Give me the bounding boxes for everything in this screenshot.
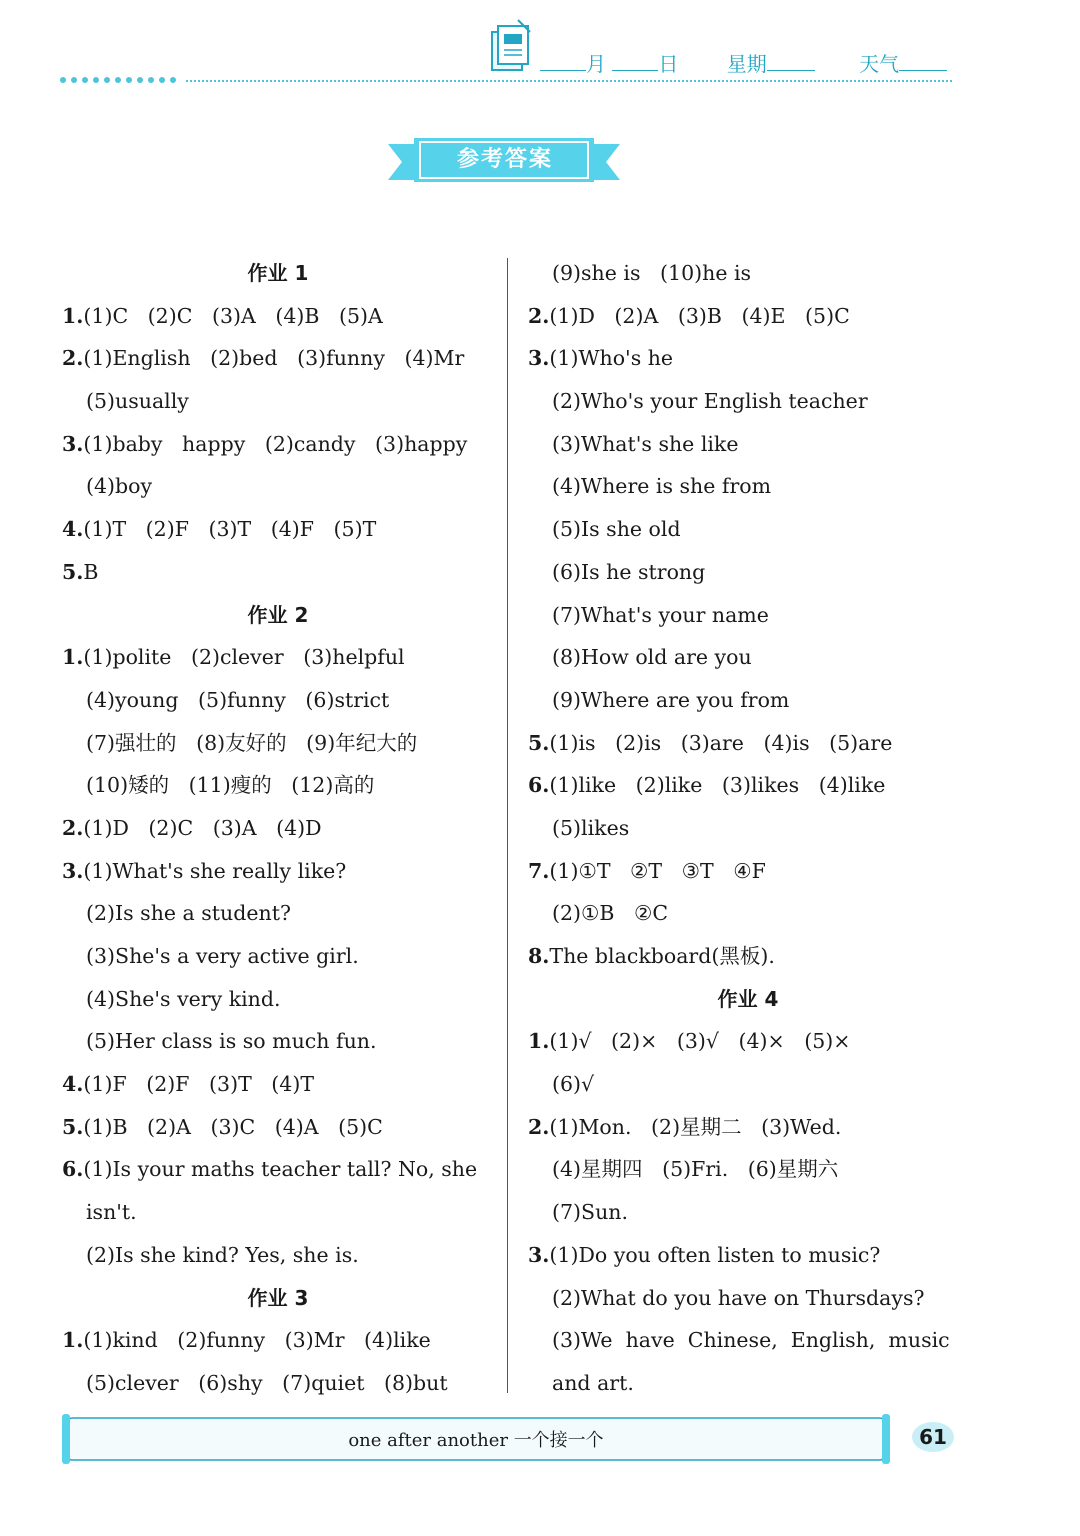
- answer-line: [528, 679, 968, 722]
- answer-line: [62, 380, 494, 423]
- answer-line: [62, 1020, 494, 1063]
- answer-text: (3)She's a very active girl.: [86, 944, 359, 968]
- answer-text: (6)√: [552, 1072, 595, 1097]
- answer-text: and art.: [552, 1370, 634, 1395]
- answer-text: (1)English (2)bed (3)funny (4)Mr: [83, 346, 465, 371]
- answer-line: [528, 252, 968, 295]
- left-answer-column: [62, 252, 494, 1405]
- answer-text: (7)What's your name: [552, 602, 769, 627]
- answer-text: (2)Who's your English teacher: [552, 389, 868, 414]
- page-title: 参考答案: [456, 147, 553, 172]
- answer-text: (6)Is he strong: [552, 559, 706, 584]
- question-number: 6.: [528, 773, 550, 798]
- answer-text: (1)kind (2)funny (3)Mr (4)like: [83, 1328, 431, 1353]
- question-number: 2.: [528, 303, 550, 328]
- answer-line: [528, 337, 968, 380]
- answer-line: [62, 423, 494, 466]
- answer-text: (1)Do you often listen to music?: [549, 1242, 881, 1267]
- answer-text: B: [83, 559, 99, 584]
- answer-line: [62, 1191, 494, 1234]
- answer-line: [62, 1319, 494, 1362]
- answer-line: [528, 1362, 968, 1405]
- column-divider: [507, 258, 508, 1393]
- answer-line: [528, 764, 968, 807]
- footer-phrase: one after another 一个接一个: [348, 1430, 604, 1451]
- question-number: 4.: [62, 517, 84, 542]
- answer-line: [528, 1319, 968, 1362]
- answer-text: (2)①B ②C: [552, 901, 669, 926]
- answer-text: The blackboard(黑板).: [549, 944, 775, 968]
- answer-line: [62, 1362, 494, 1405]
- answer-text: (1)D (2)C (3)A (4)D: [83, 815, 322, 840]
- answer-text: (4)young (5)funny (6)strict: [86, 687, 390, 712]
- answer-line: [62, 679, 494, 722]
- section-heading: 作业 3: [247, 1285, 309, 1310]
- answer-line: [62, 978, 494, 1021]
- answer-line: [528, 1191, 968, 1234]
- answer-line: [62, 465, 494, 508]
- section-heading: 作业 1: [247, 261, 309, 285]
- answer-text: (1)is (2)is (3)are (4)is (5)are: [549, 730, 893, 755]
- question-number: 1.: [62, 303, 84, 328]
- answer-text: (5)clever (6)shy (7)quiet (8)but: [86, 1370, 448, 1395]
- question-number: 3.: [62, 858, 84, 883]
- answer-line: [528, 850, 968, 893]
- answer-text: (2)Is she kind? Yes, she is.: [86, 1242, 359, 1267]
- answer-line: [62, 892, 494, 935]
- answer-text: (4)boy: [86, 474, 153, 499]
- answer-text: (5)Is she old: [552, 517, 681, 542]
- answer-text: (1)polite (2)clever (3)helpful: [83, 645, 405, 670]
- question-number: 8.: [528, 944, 550, 968]
- answer-text: (5)usually: [86, 389, 189, 414]
- answer-line: [528, 935, 968, 978]
- answer-line: [528, 1106, 968, 1149]
- answer-line: [528, 295, 968, 338]
- section-heading: 作业 4: [717, 986, 779, 1011]
- question-number: 5.: [62, 559, 84, 584]
- answer-text: (2)What do you have on Thursdays?: [552, 1285, 925, 1310]
- answer-line: [62, 1234, 494, 1277]
- answer-line: [62, 1063, 494, 1106]
- answer-line: [62, 935, 494, 978]
- answer-text: (1)Is your maths teacher tall? No, she: [83, 1157, 478, 1182]
- answer-text: (4)She's very kind.: [86, 986, 281, 1011]
- answer-text: isn't.: [86, 1200, 137, 1225]
- answer-line: [62, 295, 494, 338]
- answer-text: (1)like (2)like (3)likes (4)like: [549, 773, 886, 798]
- answer-text: (7)强壮的 (8)友好的 (9)年纪大的: [86, 730, 418, 755]
- answer-text: (1)C (2)C (3)A (4)B (5)A: [83, 303, 383, 328]
- answer-text: (9)she is (10)he is: [552, 261, 752, 285]
- question-number: 3.: [528, 346, 550, 371]
- answer-line: [528, 1020, 968, 1063]
- answer-line: [62, 1106, 494, 1149]
- answer-text: (5)likes: [552, 815, 630, 840]
- answer-line: [62, 551, 494, 594]
- answer-line: [528, 892, 968, 935]
- answer-line: [528, 465, 968, 508]
- answer-line: [528, 636, 968, 679]
- answer-line: [528, 1277, 968, 1320]
- header-dots: [60, 77, 176, 83]
- notebook-icon: [486, 18, 536, 74]
- question-number: 3.: [62, 431, 84, 456]
- question-number: 5.: [62, 1114, 84, 1139]
- answer-line: [528, 551, 968, 594]
- answer-line: [62, 764, 494, 807]
- answer-text: (1)①T ②T ③T ④F: [549, 858, 766, 883]
- question-number: 7.: [528, 858, 550, 883]
- answer-text: (4)Where is she from: [552, 474, 772, 499]
- question-number: 1.: [528, 1029, 550, 1054]
- answer-line: [528, 1234, 968, 1277]
- page-number: 61: [919, 1425, 947, 1449]
- answer-text: (1)B (2)A (3)C (4)A (5)C: [83, 1114, 383, 1139]
- question-number: 4.: [62, 1072, 84, 1097]
- answer-text: (2)Is she a student?: [86, 901, 291, 926]
- answer-text: (8)How old are you: [552, 645, 752, 670]
- answer-line: [62, 807, 494, 850]
- answer-text: (9)Where are you from: [552, 687, 790, 712]
- answer-text: (1)F (2)F (3)T (4)T: [83, 1072, 315, 1097]
- question-number: 2.: [528, 1114, 550, 1139]
- answer-text: (3)What's she like: [552, 431, 739, 456]
- answer-line: [528, 722, 968, 765]
- answer-text: (1)T (2)F (3)T (4)F (5)T: [83, 517, 377, 542]
- question-number: 2.: [62, 815, 84, 840]
- answer-line: [528, 807, 968, 850]
- day-label: 日: [658, 52, 679, 76]
- answer-line: [62, 1148, 494, 1191]
- weekday-label: 星期: [726, 52, 767, 76]
- header-date-fields: [540, 48, 947, 77]
- answer-text: (1)Who's he: [549, 346, 674, 371]
- answer-text: (4)星期四 (5)Fri. (6)星期六: [552, 1157, 839, 1182]
- answer-text: (10)矮的 (11)瘦的 (12)高的: [86, 773, 375, 798]
- question-number: 3.: [528, 1242, 550, 1267]
- question-number: 2.: [62, 346, 84, 371]
- question-number: 6.: [62, 1157, 84, 1182]
- answer-text: (1)What's she really like?: [83, 858, 347, 883]
- answer-text: (1)baby happy (2)candy (3)happy: [83, 431, 468, 456]
- header-divider: [186, 80, 952, 82]
- answer-text: (7)Sun.: [552, 1200, 629, 1225]
- answer-line: [528, 1063, 968, 1106]
- answer-line: [62, 850, 494, 893]
- answer-line: [62, 508, 494, 551]
- answer-line: [528, 508, 968, 551]
- answer-text: (5)Her class is so much fun.: [86, 1029, 377, 1054]
- answer-line: [528, 1148, 968, 1191]
- answer-line: [528, 380, 968, 423]
- right-answer-column: [528, 252, 968, 1405]
- month-label: 月: [586, 52, 606, 76]
- question-number: 5.: [528, 730, 550, 755]
- weather-label: 天气: [859, 52, 900, 76]
- answer-text: (1)D (2)A (3)B (4)E (5)C: [549, 303, 850, 328]
- answer-line: [528, 594, 968, 637]
- answer-line: [62, 337, 494, 380]
- answer-text: (1)Mon. (2)星期二 (3)Wed.: [549, 1114, 842, 1139]
- question-number: 1.: [62, 645, 84, 670]
- answer-text: (1)√ (2)× (3)√ (4)× (5)×: [549, 1029, 851, 1054]
- answer-line: [62, 636, 494, 679]
- section-heading: 作业 2: [247, 602, 309, 627]
- answer-line: [62, 722, 494, 765]
- answer-text: (3)We have Chinese, English, music: [552, 1328, 950, 1353]
- question-number: 1.: [62, 1328, 84, 1353]
- answer-line: [528, 423, 968, 466]
